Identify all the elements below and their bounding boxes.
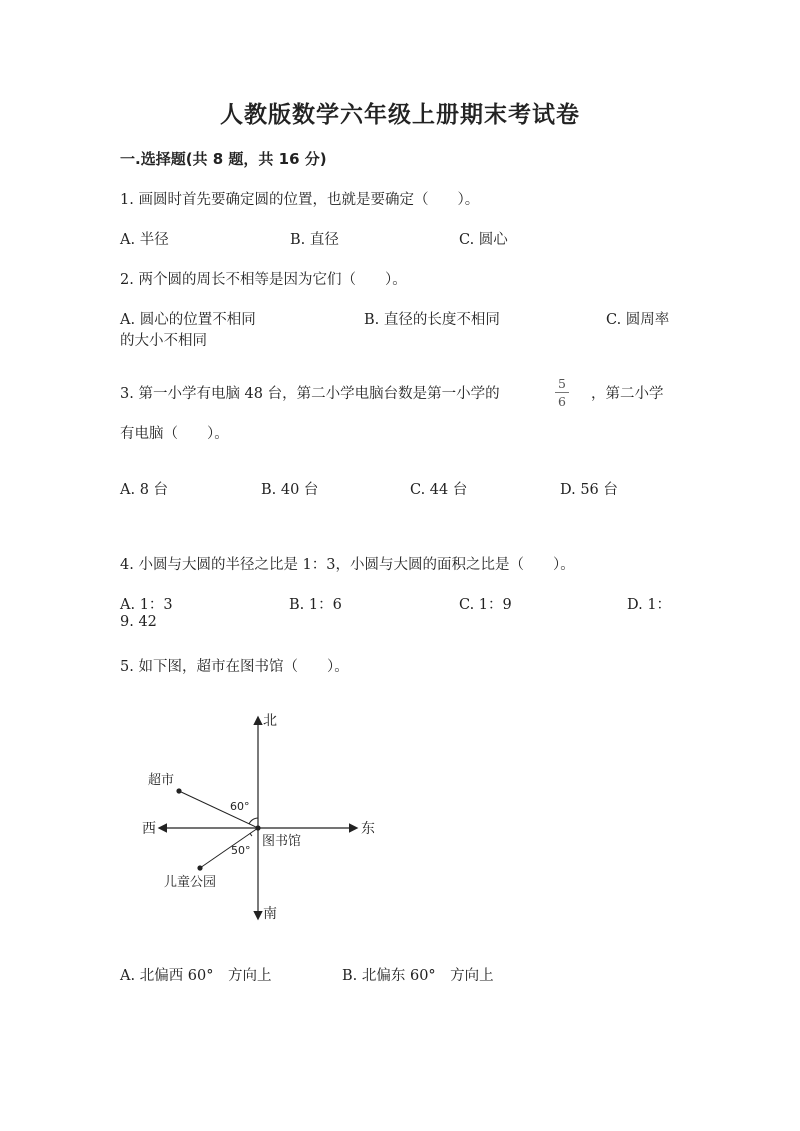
question-4-option-d-wrap: 9. 42	[120, 614, 157, 630]
question-3-option-c[interactable]: C. 44 台	[410, 482, 468, 498]
fraction-denominator: 6	[558, 394, 566, 409]
supermarket-point	[176, 788, 181, 793]
question-4-option-c[interactable]: C. 1：9	[459, 597, 512, 613]
direction-diagram	[120, 700, 400, 930]
fraction-numerator: 5	[558, 376, 566, 391]
question-4-option-d[interactable]: D. 1：	[627, 597, 672, 613]
question-2-option-a[interactable]: A. 圆心的位置不相同	[120, 312, 256, 328]
fraction-bar	[555, 392, 569, 393]
angle-label-park: 50°	[231, 844, 251, 857]
library-label: 图书馆	[262, 834, 302, 849]
south-label: 南	[263, 906, 277, 922]
fraction-five-sixths	[553, 376, 571, 409]
park-label: 儿童公园	[164, 875, 217, 890]
question-2-option-b[interactable]: B. 直径的长度不相同	[364, 312, 500, 328]
park-point	[197, 865, 202, 870]
question-1-option-a[interactable]: A. 半径	[120, 232, 169, 248]
section-heading: 一.选择题(共 8 题，共 16 分)	[120, 150, 327, 168]
question-2-option-c-wrap: 的大小不相同	[120, 333, 207, 349]
question-2-stem: 2. 两个圆的周长不相等是因为它们（ ）。	[120, 272, 407, 288]
east-label: 东	[361, 821, 375, 837]
question-3-stem-part1: 3. 第一小学有电脑 48 台，第二小学电脑台数是第一小学的	[120, 386, 500, 402]
library-point	[255, 825, 260, 830]
question-3-stem-part2: ，第二小学	[591, 386, 664, 402]
question-3-option-a[interactable]: A. 8 台	[120, 482, 169, 498]
angle-label-supermarket: 60°	[230, 800, 250, 813]
angle-arc-supermarket	[249, 818, 258, 824]
question-4-option-b[interactable]: B. 1：6	[289, 597, 342, 613]
north-label: 北	[263, 713, 277, 729]
west-label: 西	[142, 821, 156, 837]
question-3-option-b[interactable]: B. 40 台	[261, 482, 319, 498]
question-5-option-a[interactable]: A. 北偏西 60° 方向上	[120, 968, 272, 984]
question-1-option-b[interactable]: B. 直径	[290, 232, 339, 248]
question-5-option-b[interactable]: B. 北偏东 60° 方向上	[342, 968, 494, 984]
question-1-option-c[interactable]: C. 圆心	[459, 232, 508, 248]
question-3-option-d[interactable]: D. 56 台	[560, 482, 618, 498]
angle-arc-park	[250, 833, 252, 836]
question-3-stem-line2: 有电脑（ ）。	[120, 426, 229, 442]
question-4-option-a[interactable]: A. 1：3	[120, 597, 173, 613]
supermarket-label: 超市	[148, 773, 175, 788]
question-5-stem: 5. 如下图，超市在图书馆（ ）。	[120, 659, 349, 675]
question-2-option-c[interactable]: C. 圆周率	[606, 312, 670, 328]
question-4-stem: 4. 小圆与大圆的半径之比是 1：3，小圆与大圆的面积之比是（ ）。	[120, 557, 575, 573]
page-title: 人教版数学六年级上册期末考试卷	[220, 102, 580, 128]
question-1-stem: 1. 画圆时首先要确定圆的位置，也就是要确定（ ）。	[120, 192, 480, 208]
